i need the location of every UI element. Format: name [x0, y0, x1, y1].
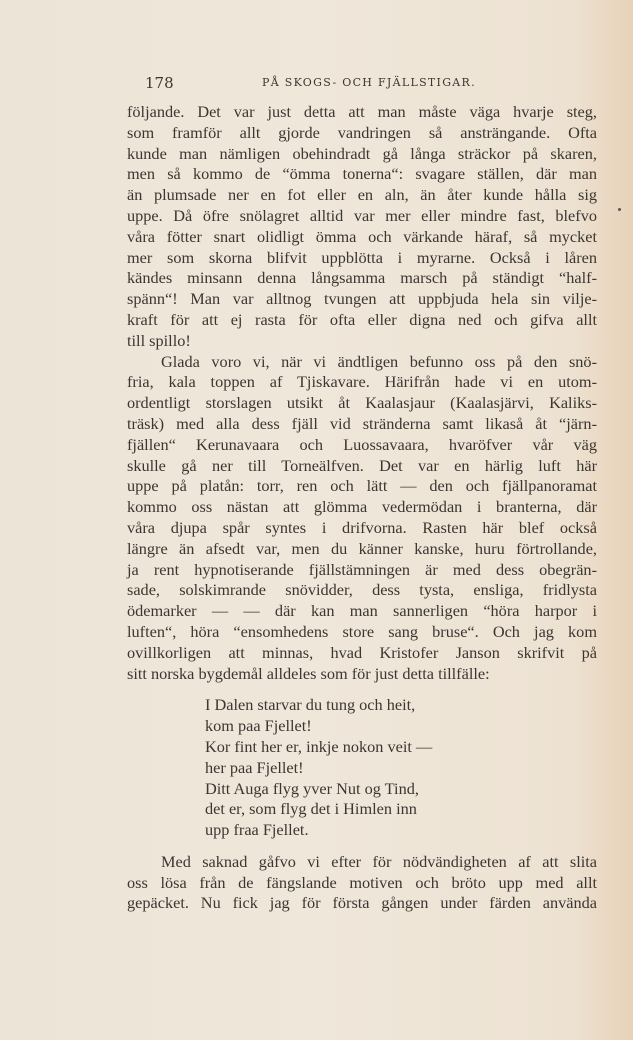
text-line: Glada voro vi, när vi ändtligen befunno oss på den snö-	[161, 351, 597, 371]
text-line: kommo oss nästan att glömma vedermödan i branterna, där	[127, 497, 597, 517]
text-line: kom paa Fjellet!	[205, 716, 312, 736]
paragraph-1	[127, 102, 597, 352]
poem	[127, 695, 597, 841]
page-number: 178	[145, 74, 174, 92]
text-line: ja rent hypnotiserande fjällstämningen är med dess obegrän-	[127, 559, 597, 579]
text-line: fria, kala toppen af Tjiskavare. Härifrån hade vi en utom-	[127, 372, 597, 392]
text-line: än plumsade ner en fot eller en aln, än åter kunde hålla sig	[127, 185, 597, 205]
text-line: fjällen“ Kerunavaara och Luossavaara, hvaröfver vår väg	[127, 434, 597, 454]
running-title: PÅ SKOGS- OCH FJÄLLSTIGAR.	[262, 76, 476, 89]
text-line: träsk) med alla dess fjäll vid stränderna samt likaså åt “järn-	[127, 413, 597, 433]
text-line: uppe på platån: torr, ren och lätt — den och fjällpanoramat	[127, 476, 597, 496]
text-line: upp fraa Fjellet.	[205, 820, 309, 840]
text-line: skulle gå ner till Torneälfven. Det var en härlig luft här	[127, 455, 597, 475]
text-line: det er, som flyg det i Himlen inn	[205, 799, 417, 819]
text-line: kändes minsann denna långsamma marsch på ständigt “half-	[127, 268, 597, 288]
text-line: sade, solskimrande snövidder, dess tysta, ensliga, fridlysta	[127, 580, 597, 600]
text-line: som framför allt gjorde vandringen så ansträngande. Ofta	[127, 122, 597, 142]
page-body	[127, 102, 597, 914]
text-line: spänn“! Man var alltnog tvungen att uppbjuda hela sin vilje-	[127, 289, 597, 309]
text-line: kraft för att ej rasta för ofta eller digna ned och gifva allt	[127, 309, 597, 329]
paragraph-2	[127, 352, 597, 685]
text-line: I Dalen starvar du tung och heit,	[205, 695, 416, 715]
text-line: oss lösa från de fängslande motiven och bröto upp med allt	[127, 872, 597, 892]
speck-mark	[618, 208, 621, 211]
text-line: Kor fint her er, inkje nokon veit —	[205, 736, 433, 756]
paragraph-3	[127, 852, 597, 914]
text-line: her paa Fjellet!	[205, 757, 304, 777]
text-line: längre än afsedt var, men du känner kanske, huru förtrollande,	[127, 538, 597, 558]
text-line: Med saknad gåfvo vi efter för nödvändigheten af att slita	[161, 851, 597, 871]
text-line: våra fötter snart olidligt ömma och värkande häraf, så mycket	[127, 226, 597, 246]
text-line: ovillkorligen att minnas, hvad Kristofer Janson skrifvit på	[127, 642, 597, 662]
text-line: till spillo!	[127, 330, 191, 350]
text-line: gepäcket. Nu fick jag för första gången under färden använda	[127, 893, 597, 913]
text-line: följande. Det var just detta att man måste väga hvarje steg,	[127, 102, 597, 121]
text-line: ödemarker — — där kan man sannerligen “höra harpor i	[127, 601, 597, 621]
text-line: luften“, höra “ensomhedens store sang bruse“. Och jag kom	[127, 621, 597, 641]
running-header	[127, 74, 597, 94]
text-line: men så kommo de “ömma tonerna“: svagare ställen, där man	[127, 164, 597, 184]
text-line: Ditt Auga flyg yver Nut og Tind,	[205, 778, 419, 798]
text-line: sitt norska bygdemål alldeles som för just detta tillfälle:	[127, 663, 490, 683]
text-line: våra djupa spår syntes i drifvorna. Rasten här blef också	[127, 517, 597, 537]
text-line: ordentligt storslagen utsikt åt Kaalasjaur (Kaalasjärvi, Kaliks-	[127, 393, 597, 413]
text-line: kunde man nämligen obehindradt gå långa sträckor på skaren,	[127, 143, 597, 163]
text-line: uppe. Då öfre snölagret alltid var mer eller mindre fast, blefvo	[127, 205, 597, 225]
text-line: mer som skorna blifvit uppblötta i myrarne. Också i låren	[127, 247, 597, 267]
